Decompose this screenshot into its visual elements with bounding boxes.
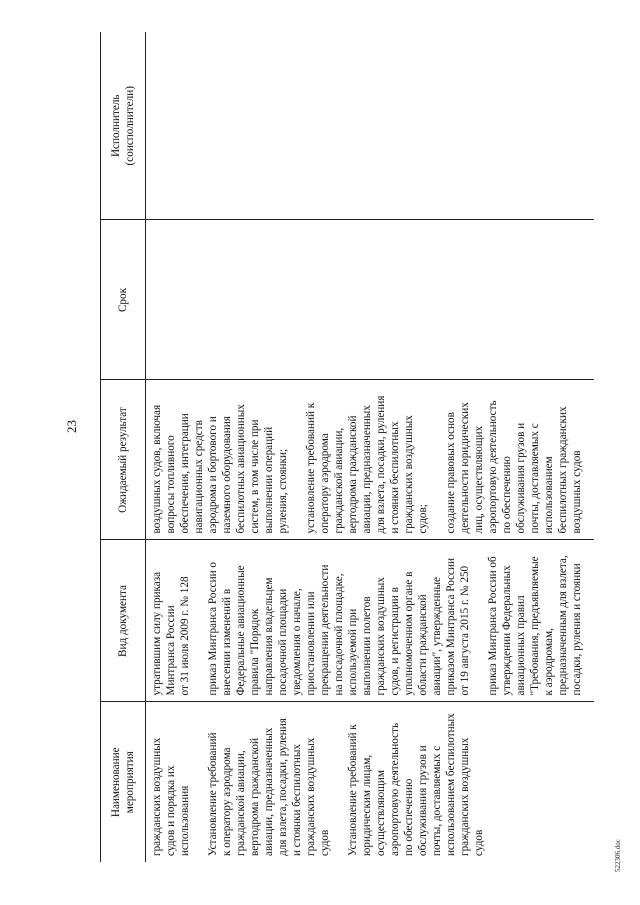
activity-block-3: Установление требований к юридическим лицам, осуществляющим аэропортовую деятельность по обеспечению обслуживания грузов и почты, доставляемых с использованием беспилотных гражданских воздушных судов: [347, 713, 485, 856]
table-header-row: [101, 32, 146, 862]
cell-activity-name: [146, 702, 595, 862]
document-block-2: приказ Минтранса России о внесении изменений в Федеральные авиационные правила "Порядок направления владельцем посадочной площадки уведомления о начале, приостановлении или прекращении деятельности на посадочной площадке, используемой при выполнении полетов гражданских воздушных судов, и регистрации в уполномоченном органе в области гражданской авиации", утвержденные приказом Минтранса России от 19 августа 2015 г. № 250: [207, 558, 471, 696]
file-footer: 522306.doc: [614, 839, 622, 872]
cell-deadline: [146, 220, 595, 380]
result-block-1: воздушных судов, включая вопросы топливного обеспечения, интеграции навигационных средств аэродрома и бортового и наземного оборудования беспилотных авиационных систем, в том числе при выполнении операций руления, стоянки;: [151, 404, 289, 534]
result-block-3: создание правовых основ деятельности юридических лиц, осуществляющих аэропортовую деятельность по обеспечению обслуживания грузов и почты, доставляемых с использованием беспилотных гражданских воздушных судов: [445, 400, 583, 534]
header-activity-name: Наименование мероприятия: [101, 702, 146, 862]
document-block-1: утратившим силу приказа Минтранса России от 31 июля 2009 г. № 128: [151, 571, 191, 696]
header-deadline: Срок: [101, 220, 146, 380]
activities-table: [100, 32, 594, 862]
result-block-2: установление требований к оператору аэродрома гражданской авиации, вертодрома гражданской авиации, предназначенных для взлета, посадки, руления и стоянки беспилотных гражданских воздушных судов;: [305, 395, 429, 534]
table-row: [146, 32, 595, 862]
activity-block-2: Установление требований к оператору аэродрома гражданской авиации, вертодрома гражданской авиации, предназначенных для взлета, посадки, руления и стоянки беспилотных гражданских воздушных судов: [207, 718, 331, 856]
cell-expected-result: [146, 380, 595, 540]
cell-document-type: [146, 540, 595, 702]
header-executor: Исполнитель (соисполнители): [101, 32, 146, 220]
header-expected-result: Ожидаемый результат: [101, 380, 146, 540]
document-block-3: приказ Минтранса России об утверждении Федеральных авиационных правил "Требования, предъявляемые к аэродромам, предназначенным для взлета, посадки, руления и стоянки: [487, 555, 583, 696]
cell-executor: [146, 32, 595, 220]
activity-block-1: гражданских воздушных судов и порядка их использования: [151, 737, 191, 856]
header-document-type: Вид документа: [101, 540, 146, 702]
page-number: 23: [64, 420, 79, 433]
rotated-page-content: [100, 32, 620, 862]
